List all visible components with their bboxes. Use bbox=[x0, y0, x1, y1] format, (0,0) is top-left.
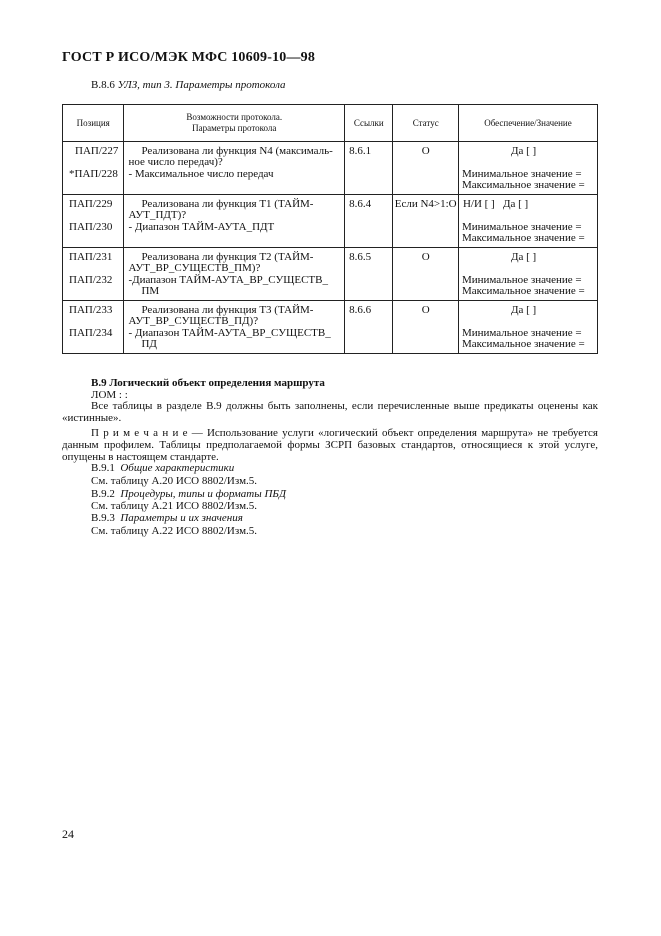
header-position: Позиция bbox=[63, 105, 124, 142]
support-max-value: Максимальное значение = bbox=[461, 232, 585, 244]
table-row bbox=[63, 248, 598, 301]
capability-text: Реализована ли функция T2 (ТАЙМ- bbox=[141, 251, 314, 263]
capability-text: АУТ_ВР_СУЩЕСТВ_ПМ)? bbox=[128, 262, 261, 274]
caption-text: УЛЗ, тип 3. Параметры протокола bbox=[117, 79, 286, 91]
capability-text: ПД bbox=[141, 338, 157, 350]
header-capabilities-line1: Возможности протокола. bbox=[186, 112, 283, 122]
support-min-value: Минимальное значение = bbox=[461, 168, 582, 180]
subsection-reference: См. таблицу А.21 ИСО 8802/Изм.5. bbox=[91, 500, 258, 512]
support-yes: Да [ ] bbox=[510, 304, 537, 316]
table-row bbox=[63, 142, 598, 195]
paragraph-tables-filled: Все таблицы в разделе В.9 должны быть заполнены, если перечисленные выше предикаты оценены как «истинные». bbox=[62, 400, 598, 424]
status-cell: О bbox=[421, 251, 430, 263]
capability-text: АУТ_ВР_СУЩЕСТВ_ПД)? bbox=[128, 315, 259, 327]
capability-text: АУТ_ПДТ)? bbox=[128, 209, 187, 221]
note-paragraph bbox=[62, 427, 598, 463]
protocol-parameters-table bbox=[62, 104, 598, 354]
section-heading: В.9 Логический объект определения маршрута bbox=[91, 377, 325, 389]
support-min-value: Минимальное значение = bbox=[461, 327, 582, 339]
capability-text: -Диапазон ТАЙМ-АУТА_ВР_СУЩЕСТВ_ bbox=[128, 274, 328, 286]
subsection-number: В.9.2 bbox=[91, 488, 115, 500]
position-cell: ПАП/227 bbox=[75, 145, 119, 157]
position-cell: ПАП/234 bbox=[69, 327, 113, 339]
subsection-title: Общие характеристики bbox=[120, 462, 235, 474]
table-caption bbox=[91, 79, 286, 91]
position-cell: ПАП/231 bbox=[69, 251, 113, 263]
subsection-title: Процедуры, типы и форматы ПБД bbox=[120, 488, 287, 500]
subsection-reference: См. таблицу А.22 ИСО 8802/Изм.5. bbox=[91, 525, 258, 537]
subsection-title: Параметры и их значения bbox=[120, 512, 243, 524]
capability-text: - Максимальное число передач bbox=[128, 168, 274, 180]
support-max-value: Максимальное значение = bbox=[461, 179, 585, 191]
support-yes: Да [ ] bbox=[510, 251, 537, 263]
support-min-value: Минимальное значение = bbox=[461, 221, 582, 233]
header-capabilities bbox=[124, 105, 345, 142]
support-min-value: Минимальное значение = bbox=[461, 274, 582, 286]
support-options: Н/И [ ] Да [ ] bbox=[462, 198, 529, 210]
table-row bbox=[63, 301, 598, 354]
reference-cell: 8.6.5 bbox=[349, 251, 372, 263]
subsection-reference: См. таблицу А.20 ИСО 8802/Изм.5. bbox=[91, 475, 258, 487]
subsection-heading bbox=[91, 462, 234, 474]
capability-text: ное число передач)? bbox=[128, 156, 223, 168]
note-text: — Использование услуги «логический объект определения маршрута» не требуется данным профилем. Таблицы предполагаемой формы ЗСРП базовых стандартов, относящиеся к этой услуге, опущены в настоящем стандарте. bbox=[62, 427, 598, 463]
subsection-number: В.9.1 bbox=[91, 462, 115, 474]
position-cell: ПАП/230 bbox=[69, 221, 113, 233]
caption-number: В.8.6 bbox=[91, 79, 115, 91]
header-status: Статус bbox=[393, 105, 458, 142]
capability-text: - Диапазон ТАЙМ-АУТА_ВР_СУЩЕСТВ_ bbox=[128, 327, 331, 339]
subsection-heading bbox=[91, 512, 243, 524]
capability-text: ПМ bbox=[141, 285, 160, 297]
capability-text: Реализована ли функция N4 (максималь- bbox=[141, 145, 333, 157]
table-header-row bbox=[63, 105, 598, 142]
position-cell: ПАП/229 bbox=[69, 198, 113, 210]
capability-text: - Диапазон ТАЙМ-АУТА_ПДТ bbox=[128, 221, 275, 233]
header-refs: Ссылки bbox=[345, 105, 393, 142]
reference-cell: 8.6.4 bbox=[349, 198, 372, 210]
position-cell: ПАП/232 bbox=[69, 274, 113, 286]
table-row bbox=[63, 195, 598, 248]
support-max-value: Максимальное значение = bbox=[461, 338, 585, 350]
position-cell: *ПАП/228 bbox=[69, 168, 118, 180]
subsection-number: В.9.3 bbox=[91, 512, 115, 524]
page-number: 24 bbox=[62, 827, 74, 841]
document-header: ГОСТ Р ИСО/МЭК МФС 10609-10—98 bbox=[62, 50, 316, 65]
lom-label: ЛОМ : : bbox=[91, 389, 128, 401]
status-cell: Если N4>1:О bbox=[394, 198, 457, 210]
reference-cell: 8.6.6 bbox=[349, 304, 372, 316]
header-support: Обеспечение/Значение bbox=[458, 105, 597, 142]
subsection-heading bbox=[91, 488, 286, 500]
support-yes: Да [ ] bbox=[510, 145, 537, 157]
position-cell: ПАП/233 bbox=[69, 304, 113, 316]
status-cell: О bbox=[421, 304, 430, 316]
header-capabilities-line2: Параметры протокола bbox=[192, 123, 277, 133]
capability-text: Реализована ли функция T3 (ТАЙМ- bbox=[141, 304, 314, 316]
capability-text: Реализована ли функция T1 (ТАЙМ- bbox=[141, 198, 314, 210]
support-max-value: Максимальное значение = bbox=[461, 285, 585, 297]
status-cell: О bbox=[421, 145, 430, 157]
note-label: П р и м е ч а н и е bbox=[91, 427, 188, 439]
reference-cell: 8.6.1 bbox=[349, 145, 372, 157]
